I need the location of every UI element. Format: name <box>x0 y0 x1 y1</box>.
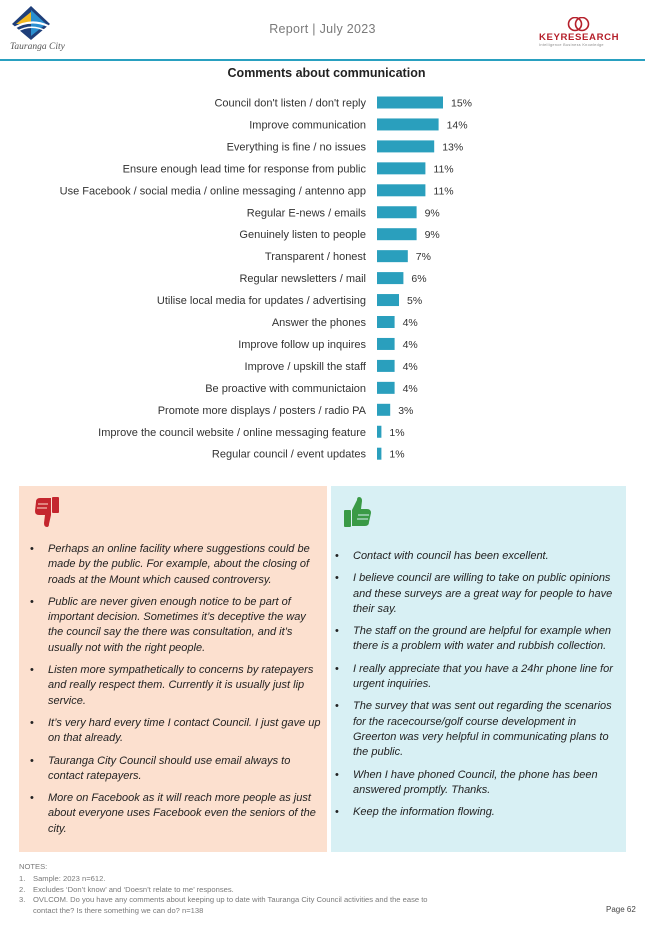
category-label: Promote more displays / posters / radio PA <box>157 404 366 417</box>
bar <box>377 426 381 438</box>
comment-item: • When I have phoned Council, the phone has been answered promptly. Thanks. <box>331 768 621 799</box>
value-label: 11% <box>433 185 454 198</box>
positive-comments-list <box>331 549 621 827</box>
category-label: Improve / upskill the staff <box>244 360 366 373</box>
bar <box>377 272 403 284</box>
logo-wordmark: Tauranga City <box>10 42 65 52</box>
bar <box>377 360 395 372</box>
notes-section <box>19 862 439 917</box>
report-title: Report | July 2023 <box>269 22 376 36</box>
category-label: Regular newsletters / mail <box>239 273 366 286</box>
chart-title: Comments about communication <box>227 66 426 80</box>
bar <box>377 97 443 109</box>
keyresearch-logo <box>535 17 627 47</box>
page-header <box>0 0 645 62</box>
bar <box>377 294 399 306</box>
note-number: 3. <box>19 895 26 905</box>
value-label: 4% <box>402 338 418 351</box>
bar <box>377 404 390 416</box>
thumbs-down-icon <box>34 496 60 528</box>
category-label: Regular council / event updates <box>211 448 366 461</box>
category-label: Transparent / honest <box>264 251 366 264</box>
comment-item: • Public are never given enough notice to be part of important decision. Sometimes it’s deceptive the way the council say the there was consultation, and it’s usually not with the right people. <box>26 595 322 656</box>
value-label: 13% <box>442 141 464 154</box>
comment-item: • Perhaps an online facility where suggestions could be made by the public. For example, about the closing of roads at the Mount which caused controversy. <box>26 542 322 588</box>
comment-item: • I really appreciate that you have a 24hr phone line for urgent inquiries. <box>331 662 621 693</box>
bar <box>377 448 381 460</box>
value-label: 4% <box>402 382 418 395</box>
category-label: Utilise local media for updates / advertising <box>156 295 366 308</box>
category-label: Improve follow up inquires <box>238 338 366 351</box>
comment-item: • Contact with council has been excellent. <box>331 549 621 564</box>
thumbs-up-icon <box>343 496 373 528</box>
category-label: Improve the council website / online messaging feature <box>98 426 366 439</box>
note-text: Excludes ‘Don’t know’ and ‘Doesn’t relate to me’ responses. <box>33 884 234 894</box>
bar <box>377 184 425 196</box>
bar <box>377 206 417 218</box>
value-label: 5% <box>407 295 423 308</box>
positive-comments-panel <box>331 486 626 852</box>
negative-comments-list <box>26 542 322 844</box>
value-label: 7% <box>415 251 431 264</box>
comment-item: • I believe council are willing to take on public opinions and these surveys are a great way for people to have their say. <box>331 571 621 617</box>
header-divider <box>0 59 645 61</box>
comment-item: • More on Facebook as it will reach more people as just about everyone uses Facebook even the seniors of the city. <box>26 791 322 837</box>
category-label: Improve communication <box>249 119 366 132</box>
note-text: Sample: 2023 n=612. <box>33 873 106 883</box>
category-label: Be proactive with communictaion <box>205 382 366 395</box>
bar <box>377 382 395 394</box>
value-label: 9% <box>424 229 440 242</box>
comment-item: • The survey that was sent out regarding the scenarios for the racecourse/golf course development in Greerton was very helpful in communicating plans to the public. <box>331 699 621 760</box>
comment-item: • It’s very hard every time I contact Council. I just gave up on that already. <box>26 716 322 747</box>
category-label: Ensure enough lead time for response from public <box>122 163 366 176</box>
comment-item: • Listen more sympathetically to concerns by ratepayers and really respect them. Currently it is usually just lip service. <box>26 663 322 709</box>
category-label: Answer the phones <box>271 317 366 329</box>
negative-comments-panel <box>19 486 327 852</box>
value-label: 4% <box>402 360 418 373</box>
bar <box>377 250 408 262</box>
keyresearch-wordmark: KEYRESEARCH <box>539 32 620 43</box>
keyresearch-tagline: Intelligence Business Knowledge <box>539 43 604 47</box>
comment-item: • Keep the information flowing. <box>331 805 621 820</box>
bar <box>377 118 439 130</box>
note-item <box>19 885 439 896</box>
category-label: Use Facebook / social media / online messaging / antenno app <box>59 185 366 198</box>
bar <box>377 316 395 328</box>
value-label: 1% <box>389 448 405 461</box>
value-label: 1% <box>389 426 405 439</box>
value-label: 3% <box>398 404 414 417</box>
bar <box>377 228 417 240</box>
value-label: 6% <box>411 273 427 286</box>
bar <box>377 338 395 350</box>
comment-item: • Tauranga City Council should use email always to contact ratepayers. <box>26 754 322 785</box>
page-number: Page 62 <box>606 905 636 914</box>
notes-list <box>19 874 439 917</box>
note-item <box>19 895 439 917</box>
bar <box>377 140 434 152</box>
note-item <box>19 874 439 885</box>
comment-item: • The staff on the ground are helpful for example when there is a problem with water and rubbish collection. <box>331 624 621 655</box>
value-label: 15% <box>451 97 473 110</box>
comments-bar-chart <box>0 85 645 465</box>
value-label: 9% <box>424 207 440 220</box>
notes-title: NOTES: <box>19 862 48 871</box>
note-number: 1. <box>19 873 26 883</box>
category-label: Everything is fine / no issues <box>226 141 366 154</box>
value-label: 4% <box>402 317 418 329</box>
note-text: OVLCOM. Do you have any comments about keeping up to date with Tauranga City Council activities and the ease to contact the? Is there something we can do? n=138 <box>33 895 428 916</box>
category-label: Regular E-news / emails <box>246 207 366 220</box>
bar <box>377 162 425 174</box>
value-label: 14% <box>446 119 468 132</box>
keyresearch-logo-mark <box>535 17 627 33</box>
value-label: 11% <box>433 163 454 176</box>
category-label: Council don't listen / don't reply <box>214 97 366 110</box>
category-label: Genuinely listen to people <box>239 229 366 242</box>
note-number: 2. <box>19 884 26 894</box>
